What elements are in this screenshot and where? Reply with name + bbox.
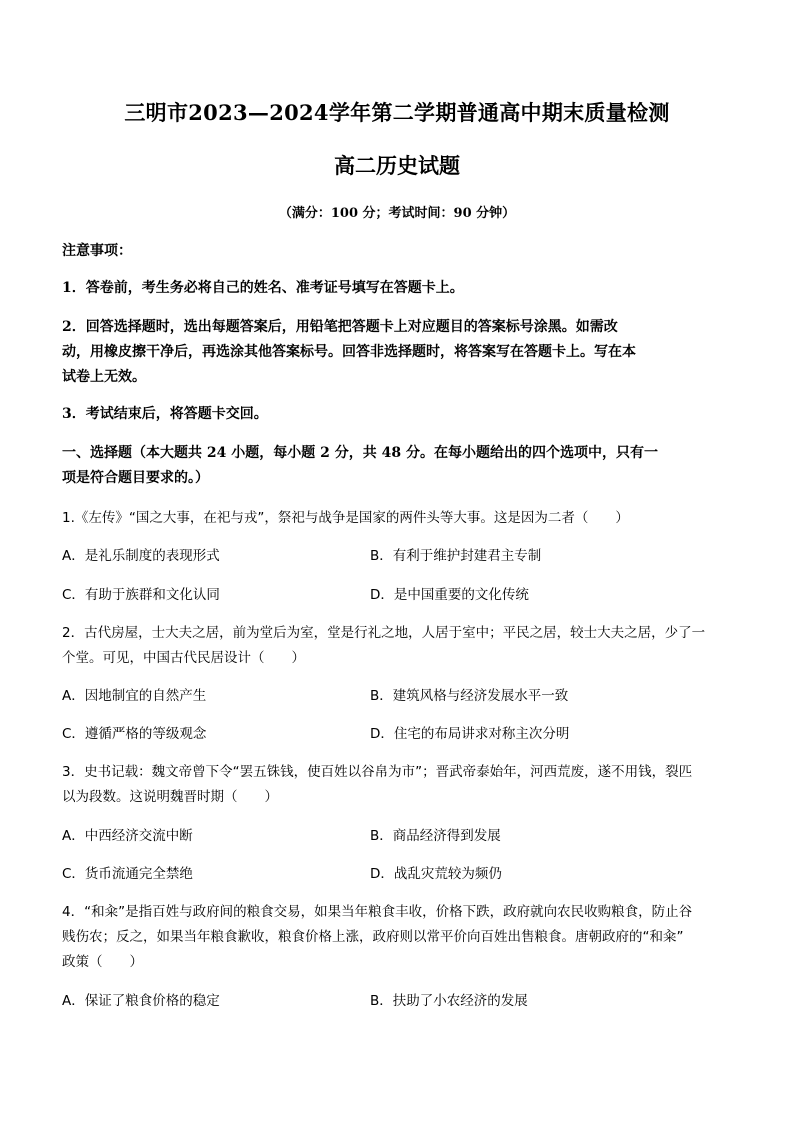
- note-line: 试卷上无效。: [62, 369, 146, 385]
- question-2-stem: 2．古代房屋，士大夫之居，前为堂后为室，堂是行礼之地，人居于室中；平民之居，较士大夫之居，少了一: [62, 625, 706, 641]
- question-3-stem-cont: 以为段数。这说明魏晋时期（ ）: [62, 789, 278, 805]
- question-3-stem: 3．史书记载：魏文帝曾下令“罢五铢钱，使百姓以谷帛为市”；晋武帝泰始年，河西荒废，遂不用钱，裂匹: [62, 764, 693, 780]
- notes-heading: 注意事项：: [62, 243, 132, 259]
- q2-option-c: C．遵循严格的等级观念: [62, 726, 207, 742]
- question-2-stem-cont: 个堂。可见，中国古代民居设计（ ）: [62, 650, 305, 666]
- question-1-stem: 1.《左传》“国之大事，在祀与戎”，祭祀与战争是国家的两件头等大事。这是因为二者（ ）: [62, 510, 629, 526]
- q3-option-b: B．商品经济得到发展: [370, 828, 501, 844]
- q3-option-c: C．货币流通完全禁绝: [62, 866, 193, 882]
- question-4-stem-cont: 贱伤农；反之，如果当年粮食歉收，粮食价格上涨，政府则以常平价向百姓出售粮食。唐朝政府的“和籴”: [62, 929, 684, 945]
- question-4-stem-cont: 政策（ ）: [62, 954, 143, 970]
- section-heading: 一、选择题（本大题共 24 小题，每小题 2 分，共 48 分。在每小题给出的四个选项中，只有一: [62, 445, 658, 461]
- q1-option-b: B．有利于维护封建君主专制: [370, 548, 542, 564]
- note-line: 1．答卷前，考生务必将自己的姓名、准考证号填写在答题卡上。: [62, 280, 464, 296]
- q2-option-d: D．住宅的布局讲求对称主次分明: [370, 726, 570, 742]
- q4-option-b: B．扶助了小农经济的发展: [370, 993, 528, 1009]
- q2-option-a: A．因地制宜的自然产生: [62, 688, 207, 704]
- exam-title: 三明市2023—2024学年第二学期普通高中期末质量检测: [124, 100, 670, 125]
- note-line: 动，用橡皮擦干净后，再选涂其他答案标号。回答非选择题时，将答案写在答题卡上。写在本: [62, 344, 636, 360]
- section-heading-cont: 项是符合题目要求的。）: [62, 470, 209, 486]
- q1-option-d: D．是中国重要的文化传统: [370, 587, 529, 603]
- q1-option-c: C．有助于族群和文化认同: [62, 587, 220, 603]
- q2-option-b: B．建筑风格与经济发展水平一致: [370, 688, 569, 704]
- question-4-stem: 4．“和籴”是指百姓与政府间的粮食交易，如果当年粮食丰收，价格下跌，政府就向农民收购粮食，防止谷: [62, 904, 693, 920]
- note-line: 3．考试结束后，将答题卡交回。: [62, 406, 268, 422]
- q1-option-a: A．是礼乐制度的表现形式: [62, 548, 220, 564]
- q4-option-a: A．保证了粮食价格的稳定: [62, 993, 220, 1009]
- q3-option-d: D．战乱灾荒较为频仍: [370, 866, 502, 882]
- exam-subtitle: 高二历史试题: [334, 153, 460, 178]
- exam-meta: （满分：100 分；考试时间：90 分钟）: [278, 206, 516, 221]
- q3-option-a: A．中西经济交流中断: [62, 828, 193, 844]
- note-line: 2．回答选择题时，选出每题答案后，用铅笔把答题卡上对应题目的答案标号涂黑。如需改: [62, 319, 618, 335]
